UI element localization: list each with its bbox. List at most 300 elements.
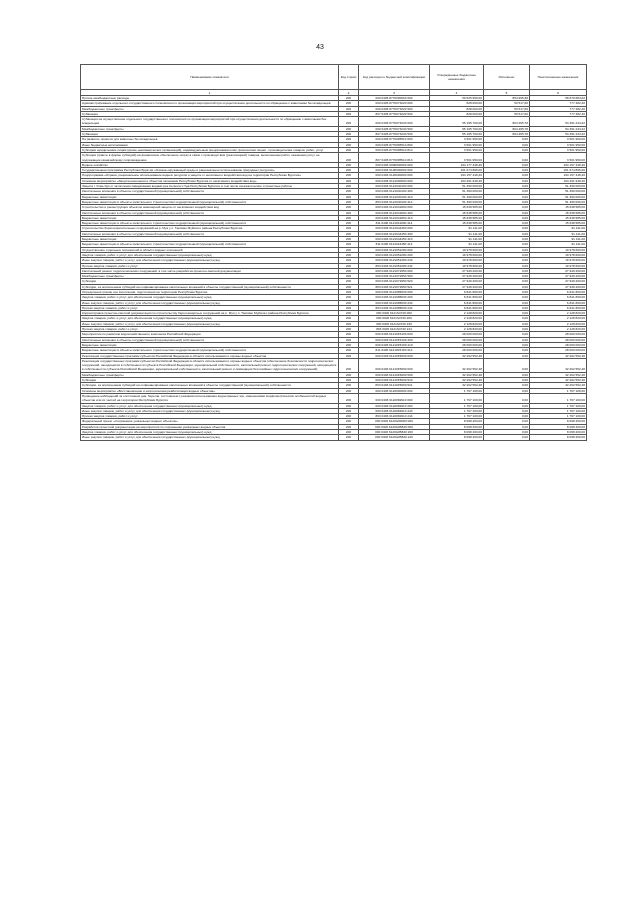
column-number: 3 [359, 90, 430, 96]
row-executed-cell: 0,00 [484, 226, 530, 231]
row-unexecuted-cell: 194 157 448,46 [530, 173, 587, 178]
row-unexecuted-cell: 27 949 200,00 [530, 284, 587, 289]
row-line-code-cell: 200 [339, 305, 359, 310]
row-unexecuted-cell: 15 638 585,00 [530, 215, 587, 220]
row-unexecuted-cell: 27 949 200,00 [530, 274, 587, 279]
row-approved-cell: 164 291 948,46 [430, 178, 484, 183]
row-approved-cell: 55 195 700,00 [430, 117, 484, 127]
row-unexecuted-cell: 19 978 600,00 [530, 247, 587, 252]
table-body [81, 96, 587, 441]
row-executed-cell: 50 517,60 [484, 106, 530, 111]
row-name-cell: Корректировка проектно-сметной документации по строительству берегозащитных сооружений на р. Муя у п. Таксимо Муйского района Республики Бурятия [81, 311, 339, 316]
row-budget-code-cell: 000 0405 8770073230 000 [359, 117, 430, 127]
row-executed-cell: 0,00 [484, 279, 530, 284]
row-budget-code-cell: 000 0406 6121S4720 000 [359, 311, 430, 316]
row-budget-code-cell: 000 0406 6122082910 240 [359, 408, 430, 413]
budget-table-container [80, 64, 586, 441]
row-name-cell: Иные закупки товаров, работ и услуг для обеспечения государственных (муниципальных) нужд [81, 408, 339, 413]
row-budget-code-cell: 000 0406 6121040100 410 [359, 194, 430, 199]
row-budget-code-cell: 807 0405 8770085510 813 [359, 153, 430, 163]
row-unexecuted-cell: 91 411,00 [530, 237, 587, 242]
row-budget-code-cell: 000 0406 6121044450 400 [359, 231, 430, 236]
row-line-code-cell: 200 [339, 252, 359, 257]
row-unexecuted-cell: 164 291 948,46 [530, 178, 587, 183]
row-executed-cell: 0,00 [484, 168, 530, 173]
row-name-cell: Закупка товаров, работ и услуг для обеспечения государственных (муниципальных) нужд [81, 316, 339, 321]
row-budget-code-cell: 000 0406 6121040100 400 [359, 189, 430, 194]
row-executed-cell: 0,00 [484, 184, 530, 189]
row-name-cell: Субсидии, за исключением субсидий на софинансирование капитальных вложений в объекты государственной (муниципальной) собственности [81, 383, 339, 388]
row-approved-cell: 28 000 000,00 [430, 342, 484, 347]
row-budget-code-cell: 803 0406 6122082910 244 [359, 414, 430, 419]
row-approved-cell: 3 501 950,00 [430, 153, 484, 163]
row-name-cell: Реализация государственных программ субъектов Российской Федерации в области использования и охраны водных объектов [81, 353, 339, 358]
column-number: 1 [81, 90, 339, 96]
row-approved-cell: 1 767 100,00 [430, 414, 484, 419]
row-approved-cell: 194 157 448,46 [430, 173, 484, 178]
table-row [81, 153, 587, 163]
row-unexecuted-cell: 27 949 200,00 [530, 268, 587, 273]
row-approved-cell: 2 128 820,00 [430, 321, 484, 326]
row-budget-code-cell: 000 0405 8770085510 000 [359, 137, 430, 142]
row-executed-cell: 0,00 [484, 378, 530, 383]
row-name-cell: Закупка товаров, работ и услуг для обеспечения государственных (муниципальных) нужд [81, 295, 339, 300]
row-unexecuted-cell: 161 674 896,00 [530, 168, 587, 173]
row-unexecuted-cell: 6 841 800,00 [530, 305, 587, 310]
row-approved-cell: 55 195 700,00 [430, 132, 484, 137]
row-approved-cell: 8 098 400,00 [430, 424, 484, 429]
row-executed-cell: 0,00 [484, 147, 530, 152]
row-name-cell: Бюджетные инвестиции [81, 194, 339, 199]
row-name-cell: Иные закупки товаров, работ и услуг для обеспечения государственных (муниципальных) нужд [81, 321, 339, 326]
row-name-cell: Прочая закупка товаров, работ и услуг [81, 327, 339, 332]
row-name-cell: Разработка проектной документации на мероприятия по сохранению уникальных водных объектов [81, 424, 339, 429]
row-name-cell: Субсидии юридическим лицам (кроме некоммерческих организаций), индивидуальным предпринимателям, физическим лицам - производителям товаров, работ, услуг [81, 147, 339, 152]
row-name-cell: Бюджетные инвестиции [81, 237, 339, 242]
row-budget-code-cell: 000 0406 6120G80000 000 [359, 419, 430, 424]
row-line-code-cell: 200 [339, 372, 359, 377]
row-executed-cell: 50 517,60 [484, 111, 530, 116]
row-unexecuted-cell: 91 411,00 [530, 231, 587, 236]
row-budget-code-cell: 000 0405 8770073230 500 [359, 126, 430, 131]
row-line-code-cell: 200 [339, 117, 359, 127]
row-executed-cell: 0,00 [484, 137, 530, 142]
row-budget-code-cell: 000 0406 6121072950 520 [359, 279, 430, 284]
row-executed-cell: 0,00 [484, 263, 530, 268]
row-budget-code-cell: 807 0405 8770073230 530 [359, 132, 430, 137]
row-executed-cell: 0,00 [484, 142, 530, 147]
row-line-code-cell: 200 [339, 295, 359, 300]
row-name-cell: Закупка товаров, работ и услуг для обеспечения государственных (муниципальных) нужд [81, 252, 339, 257]
row-unexecuted-cell: 8 098 400,00 [530, 419, 587, 424]
row-name-cell: Государственная программа Республики Бурятия «Охрана окружающей среды и рациональное использование природных ресурсов» [81, 168, 339, 173]
row-name-cell: Бюджетные инвестиции в объекты капитального строительства государственной (муниципальной) собственности [81, 242, 339, 247]
row-budget-code-cell: 000 0406 6121085030 240 [359, 300, 430, 305]
row-unexecuted-cell: 2 128 820,00 [530, 327, 587, 332]
row-budget-code-cell: 000 0406 6121085030 200 [359, 295, 430, 300]
row-name-cell: Проведение наблюдений за состоянием дна, берегов, состоянием и режимом использования водоохранных зон, изменениями морфометрических особенностей водных объектов или их частей на территории Республики Бурятия [81, 393, 339, 403]
row-executed-cell: 804 465,78 [484, 132, 530, 137]
row-budget-code-cell: 000 0406 6121051280 000 [359, 247, 430, 252]
row-line-code-cell: 200 [339, 388, 359, 393]
row-approved-cell: 91 411,00 [430, 242, 484, 247]
row-budget-code-cell: 000 0406 61210F5060 520 [359, 378, 430, 383]
row-unexecuted-cell: 2 128 820,00 [530, 311, 587, 316]
row-line-code-cell: 200 [339, 137, 359, 142]
row-line-code-cell: 200 [339, 189, 359, 194]
row-line-code-cell: 200 [339, 168, 359, 173]
row-name-cell: Межбюджетные трансферты [81, 106, 339, 111]
row-approved-cell: 51 390 000,00 [430, 199, 484, 204]
row-budget-code-cell: 000 0406 6122082910 000 [359, 393, 430, 403]
row-line-code-cell: 200 [339, 274, 359, 279]
row-budget-code-cell: 807 0405 8770073220 530 [359, 111, 430, 116]
row-unexecuted-cell: 6 841 800,00 [530, 300, 587, 305]
row-name-cell: Межбюджетные трансферты [81, 372, 339, 377]
row-executed-cell: 0,00 [484, 284, 530, 289]
row-name-cell: Капитальные вложения в объекты государственной (муниципальной) собственности [81, 231, 339, 236]
row-unexecuted-cell: 19 978 600,00 [530, 252, 587, 257]
row-budget-code-cell: 803 0406 61210F5060 521 [359, 383, 430, 388]
row-approved-cell: 19 978 600,00 [430, 263, 484, 268]
row-executed-cell: 0,00 [484, 383, 530, 388]
row-line-code-cell: 200 [339, 393, 359, 403]
row-line-code-cell: 200 [339, 96, 359, 101]
row-budget-code-cell: 000 0406 6121051280 240 [359, 258, 430, 263]
row-budget-code-cell: 811 0406 6121041800 414 [359, 221, 430, 226]
row-name-cell: Прочие межбюджетные расходы [81, 96, 339, 101]
row-budget-code-cell: 811 0406 61210F5160 414 [359, 348, 430, 353]
row-approved-cell: 51 390 000,00 [430, 194, 484, 199]
row-budget-code-cell: 000 0406 6121S4720 200 [359, 316, 430, 321]
row-budget-code-cell: 000 0405 8770073220 000 [359, 101, 430, 106]
row-approved-cell: 28 000 000,00 [430, 348, 484, 353]
row-budget-code-cell: 000 0406 6121041800 410 [359, 215, 430, 220]
row-name-cell: Бюджетные инвестиции [81, 342, 339, 347]
row-budget-code-cell: 000 0405 8770000000 000 [359, 96, 430, 101]
row-executed-cell: 0,00 [484, 393, 530, 403]
row-budget-code-cell: 000 0406 6121044450 000 [359, 226, 430, 231]
row-budget-code-cell: 000 0406 6120G85840 240 [359, 435, 430, 440]
row-executed-cell: 0,00 [484, 242, 530, 247]
row-executed-cell: 0,00 [484, 311, 530, 316]
table-header-row [81, 65, 587, 90]
row-name-cell: Строительство и реконструкция объектов инженерной защиты от негативного воздействия вод [81, 205, 339, 210]
row-name-cell: Капитальный ремонт гидротехнических сооружений, в том числе разработка проектно-сметной документации [81, 268, 339, 273]
row-unexecuted-cell: 3 501 950,00 [530, 147, 587, 152]
row-unexecuted-cell: 54 391 234,22 [530, 117, 587, 127]
header-line-code: Код строки [339, 65, 359, 90]
row-executed-cell: 0,00 [484, 258, 530, 263]
row-approved-cell: 3 501 950,00 [430, 142, 484, 147]
row-approved-cell: 15 638 585,00 [430, 210, 484, 215]
row-line-code-cell: 200 [339, 268, 359, 273]
row-budget-code-cell: 803 0406 6121072950 521 [359, 284, 430, 289]
row-line-code-cell: 200 [339, 435, 359, 440]
row-executed-cell: 804 465,78 [484, 126, 530, 131]
row-name-cell: Осуществление отдельных полномочий в области водных отношений [81, 247, 339, 252]
row-name-cell: Субсидии [81, 378, 339, 383]
row-line-code-cell: 200 [339, 383, 359, 388]
row-name-cell: Закупка товаров, работ и услуг для обеспечения государственных (муниципальных) нужд [81, 403, 339, 408]
row-executed-cell: 0,00 [484, 295, 530, 300]
row-approved-cell: 51 390 000,00 [430, 189, 484, 194]
row-budget-code-cell: 000 0406 6122000000 000 [359, 388, 430, 393]
row-executed-cell: 0,00 [484, 189, 530, 194]
row-name-cell: Капитальные вложения в объекты государственной (муниципальной) собственности [81, 189, 339, 194]
row-executed-cell: 0,00 [484, 268, 530, 273]
row-budget-code-cell: 000 0406 61210F5160 000 [359, 332, 430, 337]
row-executed-cell: 50 517,60 [484, 101, 530, 106]
header-budget-code: Код расхода по бюджетной классификации [359, 65, 430, 90]
row-name-cell: Капитальные вложения в объекты государственной (муниципальной) собственности [81, 210, 339, 215]
row-executed-cell: 0,00 [484, 162, 530, 167]
row-executed-cell: 0,00 [484, 274, 530, 279]
row-executed-cell: 0,00 [484, 194, 530, 199]
row-approved-cell: 6 841 800,00 [430, 289, 484, 294]
row-unexecuted-cell: 3 501 950,00 [530, 137, 587, 142]
page-number: 43 [316, 44, 324, 51]
row-unexecuted-cell: 58 670 684,62 [530, 96, 587, 101]
row-approved-cell: 828 000,00 [430, 111, 484, 116]
row-approved-cell: 32 262 552,48 [430, 383, 484, 388]
row-approved-cell: 3 501 950,00 [430, 137, 484, 142]
row-unexecuted-cell: 8 098 400,00 [530, 430, 587, 435]
row-line-code-cell: 200 [339, 215, 359, 220]
row-executed-cell: 0,00 [484, 231, 530, 236]
row-line-code-cell: 200 [339, 378, 359, 383]
row-line-code-cell: 200 [339, 311, 359, 316]
row-approved-cell: 828 000,00 [430, 101, 484, 106]
row-name-cell: Субсидии, за исключением субсидий на софинансирование капитальных вложений в объекты государственной (муниципальной) собственности [81, 284, 339, 289]
row-unexecuted-cell: 1 767 100,00 [530, 393, 587, 403]
row-approved-cell: 1 767 100,00 [430, 393, 484, 403]
row-line-code-cell: 200 [339, 279, 359, 284]
table-row [81, 435, 587, 440]
row-budget-code-cell: 000 0405 8770085510 810 [359, 147, 430, 152]
row-line-code-cell: 200 [339, 242, 359, 247]
row-unexecuted-cell: 3 501 950,00 [530, 142, 587, 147]
row-unexecuted-cell: 8 098 400,00 [530, 424, 587, 429]
row-budget-code-cell: 803 0406 6121040100 414 [359, 199, 430, 204]
row-executed-cell: 0,00 [484, 435, 530, 440]
row-executed-cell: 0,00 [484, 408, 530, 413]
row-approved-cell: 828 000,00 [430, 106, 484, 111]
row-budget-code-cell: 811 0406 6121044450 414 [359, 242, 430, 247]
row-executed-cell: 0,00 [484, 372, 530, 377]
row-unexecuted-cell: 28 000 000,00 [530, 337, 587, 342]
row-approved-cell: 6 841 800,00 [430, 295, 484, 300]
row-name-cell: Определение границ зон затопления, подтопления на территории Республики Бурятия [81, 289, 339, 294]
row-name-cell: Защита г. Улан-Удэ от затопления паводковыми водами рек Селенга и Уда Республики Бурятия, в том числе изыскательские и проектные работы [81, 184, 339, 189]
row-unexecuted-cell: 1 767 100,00 [530, 408, 587, 413]
column-number: 6 [530, 90, 587, 96]
row-line-code-cell: 200 [339, 332, 359, 337]
row-approved-cell: 91 411,00 [430, 231, 484, 236]
row-name-cell: Иные бюджетные ассигнования [81, 142, 339, 147]
row-name-cell: Бюджетные инвестиции в объекты капитального строительства государственной (муниципальной) собственности [81, 199, 339, 204]
row-executed-cell: 0,00 [484, 348, 530, 353]
row-line-code-cell: 200 [339, 408, 359, 413]
row-approved-cell: 27 949 200,00 [430, 268, 484, 273]
column-number: 5 [484, 90, 530, 96]
row-budget-code-cell: 000 0405 8770085510 800 [359, 142, 430, 147]
row-name-cell: Бюджетные инвестиции [81, 215, 339, 220]
row-executed-cell: 0,00 [484, 332, 530, 337]
row-executed-cell: 0,00 [484, 199, 530, 204]
row-approved-cell: 161 674 896,00 [430, 168, 484, 173]
row-executed-cell: 0,00 [484, 327, 530, 332]
row-approved-cell: 19 978 600,00 [430, 258, 484, 263]
row-budget-code-cell: 000 0405 8770073220 500 [359, 106, 430, 111]
row-name-cell: Субсидии [81, 279, 339, 284]
row-budget-code-cell: 000 0406 61210F5160 400 [359, 337, 430, 342]
row-unexecuted-cell: 51 390 000,00 [530, 199, 587, 204]
row-approved-cell: 59 525 650,00 [430, 96, 484, 101]
row-line-code-cell: 200 [339, 289, 359, 294]
row-line-code-cell: 200 [339, 258, 359, 263]
column-number: 2 [339, 90, 359, 96]
budget-execution-table [80, 64, 587, 441]
row-unexecuted-cell: 1 767 100,00 [530, 414, 587, 419]
row-budget-code-cell: 000 0406 6121S4720 240 [359, 321, 430, 326]
row-budget-code-cell: 000 0406 6122082910 200 [359, 403, 430, 408]
row-approved-cell: 1 767 100,00 [430, 403, 484, 408]
row-executed-cell: 0,00 [484, 153, 530, 163]
row-executed-cell: 804 465,78 [484, 117, 530, 127]
row-name-cell: Иные закупки товаров, работ и услуг для обеспечения государственных (муниципальных) нужд [81, 300, 339, 305]
row-name-cell: Бюджетные инвестиции в объекты капитального строительства государственной (муниципальной) собственности [81, 221, 339, 226]
row-name-cell: Бюджетные инвестиции в объекты капитального строительства государственной (муниципальной) собственности [81, 348, 339, 353]
row-line-code-cell: 200 [339, 226, 359, 231]
row-name-cell: Реализация государственных программ субъектов Российской Федерации в области использования и охраны водных объектов (обеспечение безопасности гидротехнических сооружений, находящихся в собственности субъекта Российской Федерации, муниципальной собственности, капитальный ремонт гидротехнических сооружений, находящихся в собственности субъекта Российской Федерации, муниципальной собственности, капитальный ремонт и ликвидация бесхозяйных гидротехнических сооружений) [81, 358, 339, 372]
row-line-code-cell: 200 [339, 147, 359, 152]
row-executed-cell: 0,00 [484, 215, 530, 220]
row-unexecuted-cell: 2 128 820,00 [530, 321, 587, 326]
row-approved-cell: 2 128 820,00 [430, 311, 484, 316]
row-name-cell: Прочая закупка товаров, работ и услуг [81, 414, 339, 419]
row-unexecuted-cell: 777 482,40 [530, 101, 587, 106]
row-unexecuted-cell: 27 949 200,00 [530, 279, 587, 284]
row-unexecuted-cell: 2 128 820,00 [530, 316, 587, 321]
row-executed-cell: 0,00 [484, 316, 530, 321]
row-line-code-cell: 200 [339, 419, 359, 424]
row-approved-cell: 28 000 000,00 [430, 332, 484, 337]
row-approved-cell: 91 411,00 [430, 226, 484, 231]
row-budget-code-cell: 000 0406 6121000000 000 [359, 178, 430, 183]
row-approved-cell: 2 128 820,00 [430, 327, 484, 332]
row-unexecuted-cell: 51 390 000,00 [530, 189, 587, 194]
row-unexecuted-cell: 15 638 585,00 [530, 205, 587, 210]
column-number: 4 [430, 90, 484, 96]
row-executed-cell: 0,00 [484, 424, 530, 429]
header-approved: Утвержденные бюджетные назначения [430, 65, 484, 90]
row-line-code-cell: 200 [339, 237, 359, 242]
row-line-code-cell: 200 [339, 111, 359, 116]
header-executed: Исполнено [484, 65, 530, 90]
row-budget-code-cell: 000 0406 6121085030 000 [359, 289, 430, 294]
row-line-code-cell: 200 [339, 358, 359, 372]
row-unexecuted-cell: 32 262 552,48 [530, 378, 587, 383]
row-executed-cell: 0,00 [484, 337, 530, 342]
row-line-code-cell: 200 [339, 348, 359, 353]
row-budget-code-cell: 000 0406 6120G85840 000 [359, 424, 430, 429]
row-name-cell: Прочая закупка товаров, работ и услуг [81, 263, 339, 268]
row-line-code-cell: 200 [339, 132, 359, 137]
row-executed-cell: 0,00 [484, 321, 530, 326]
row-line-code-cell: 200 [339, 106, 359, 111]
row-unexecuted-cell: 777 482,40 [530, 106, 587, 111]
row-name-cell: Иные закупки товаров, работ и услуг для обеспечения государственных (муниципальных) нужд [81, 435, 339, 440]
row-approved-cell: 8 098 400,00 [430, 435, 484, 440]
row-executed-cell: 0,00 [484, 388, 530, 393]
row-unexecuted-cell: 15 638 585,00 [530, 221, 587, 226]
row-line-code-cell: 200 [339, 337, 359, 342]
row-executed-cell: 0,00 [484, 173, 530, 178]
row-line-code-cell: 200 [339, 424, 359, 429]
row-line-code-cell: 200 [339, 231, 359, 236]
row-line-code-cell: 200 [339, 316, 359, 321]
row-unexecuted-cell: 19 978 600,00 [530, 263, 587, 268]
row-approved-cell: 19 978 600,00 [430, 247, 484, 252]
row-line-code-cell: 200 [339, 300, 359, 305]
row-name-cell: Закупка товаров, работ и услуг для обеспечения государственных (муниципальных) нужд [81, 430, 339, 435]
row-executed-cell: 0,00 [484, 178, 530, 183]
row-unexecuted-cell: 19 978 600,00 [530, 258, 587, 263]
row-executed-cell: 0,00 [484, 210, 530, 215]
row-unexecuted-cell: 6 841 800,00 [530, 289, 587, 294]
row-budget-code-cell: 000 0406 6121041800 400 [359, 210, 430, 215]
row-executed-cell: 0,00 [484, 237, 530, 242]
row-unexecuted-cell: 51 390 000,00 [530, 184, 587, 189]
row-approved-cell: 194 177 448,46 [430, 162, 484, 167]
row-name-cell: Капитальные вложения в объекты государственной (муниципальной) собственности [81, 337, 339, 342]
row-approved-cell: 8 098 400,00 [430, 430, 484, 435]
row-unexecuted-cell: 194 157 448,46 [530, 162, 587, 167]
row-approved-cell: 51 390 000,00 [430, 184, 484, 189]
row-unexecuted-cell: 32 262 552,48 [530, 358, 587, 372]
row-approved-cell: 19 978 600,00 [430, 252, 484, 257]
row-name-cell: Администрирование отдельного государственного полномочия по организации мероприятий при осуществлении деятельности по обращению с животными без владельцев [81, 101, 339, 106]
row-line-code-cell: 200 [339, 178, 359, 183]
row-line-code-cell: 200 [339, 194, 359, 199]
row-unexecuted-cell: 777 482,40 [530, 111, 587, 116]
row-line-code-cell: 200 [339, 247, 359, 252]
row-approved-cell: 8 098 400,00 [430, 419, 484, 424]
row-line-code-cell: 200 [339, 210, 359, 215]
row-name-cell: Иные закупки товаров, работ и услуг для обеспечения государственных (муниципальных) нужд [81, 258, 339, 263]
header-name: Наименование показателя [81, 65, 339, 90]
row-line-code-cell: 200 [339, 173, 359, 178]
row-budget-code-cell: 000 0406 0000000000 000 [359, 162, 430, 167]
row-budget-code-cell: 000 0406 6120G85840 200 [359, 430, 430, 435]
row-executed-cell: 0,00 [484, 205, 530, 210]
row-approved-cell: 6 841 800,00 [430, 300, 484, 305]
row-line-code-cell: 200 [339, 403, 359, 408]
row-executed-cell: 0,00 [484, 403, 530, 408]
row-executed-cell: 0,00 [484, 221, 530, 226]
header-unexecuted: Неисполненные назначения [530, 65, 587, 90]
row-executed-cell: 0,00 [484, 305, 530, 310]
row-approved-cell: 15 638 585,00 [430, 221, 484, 226]
row-unexecuted-cell: 3 501 950,00 [530, 153, 587, 163]
row-line-code-cell: 200 [339, 327, 359, 332]
row-approved-cell: 28 000 000,00 [430, 337, 484, 342]
row-unexecuted-cell: 28 000 000,00 [530, 348, 587, 353]
row-unexecuted-cell: 28 000 000,00 [530, 332, 587, 337]
row-executed-cell: 0,00 [484, 247, 530, 252]
row-name-cell: Строительство берегоукрепительных сооружений на р. Муя у п. Таксимо Муйского района Республики Бурятия [81, 226, 339, 231]
